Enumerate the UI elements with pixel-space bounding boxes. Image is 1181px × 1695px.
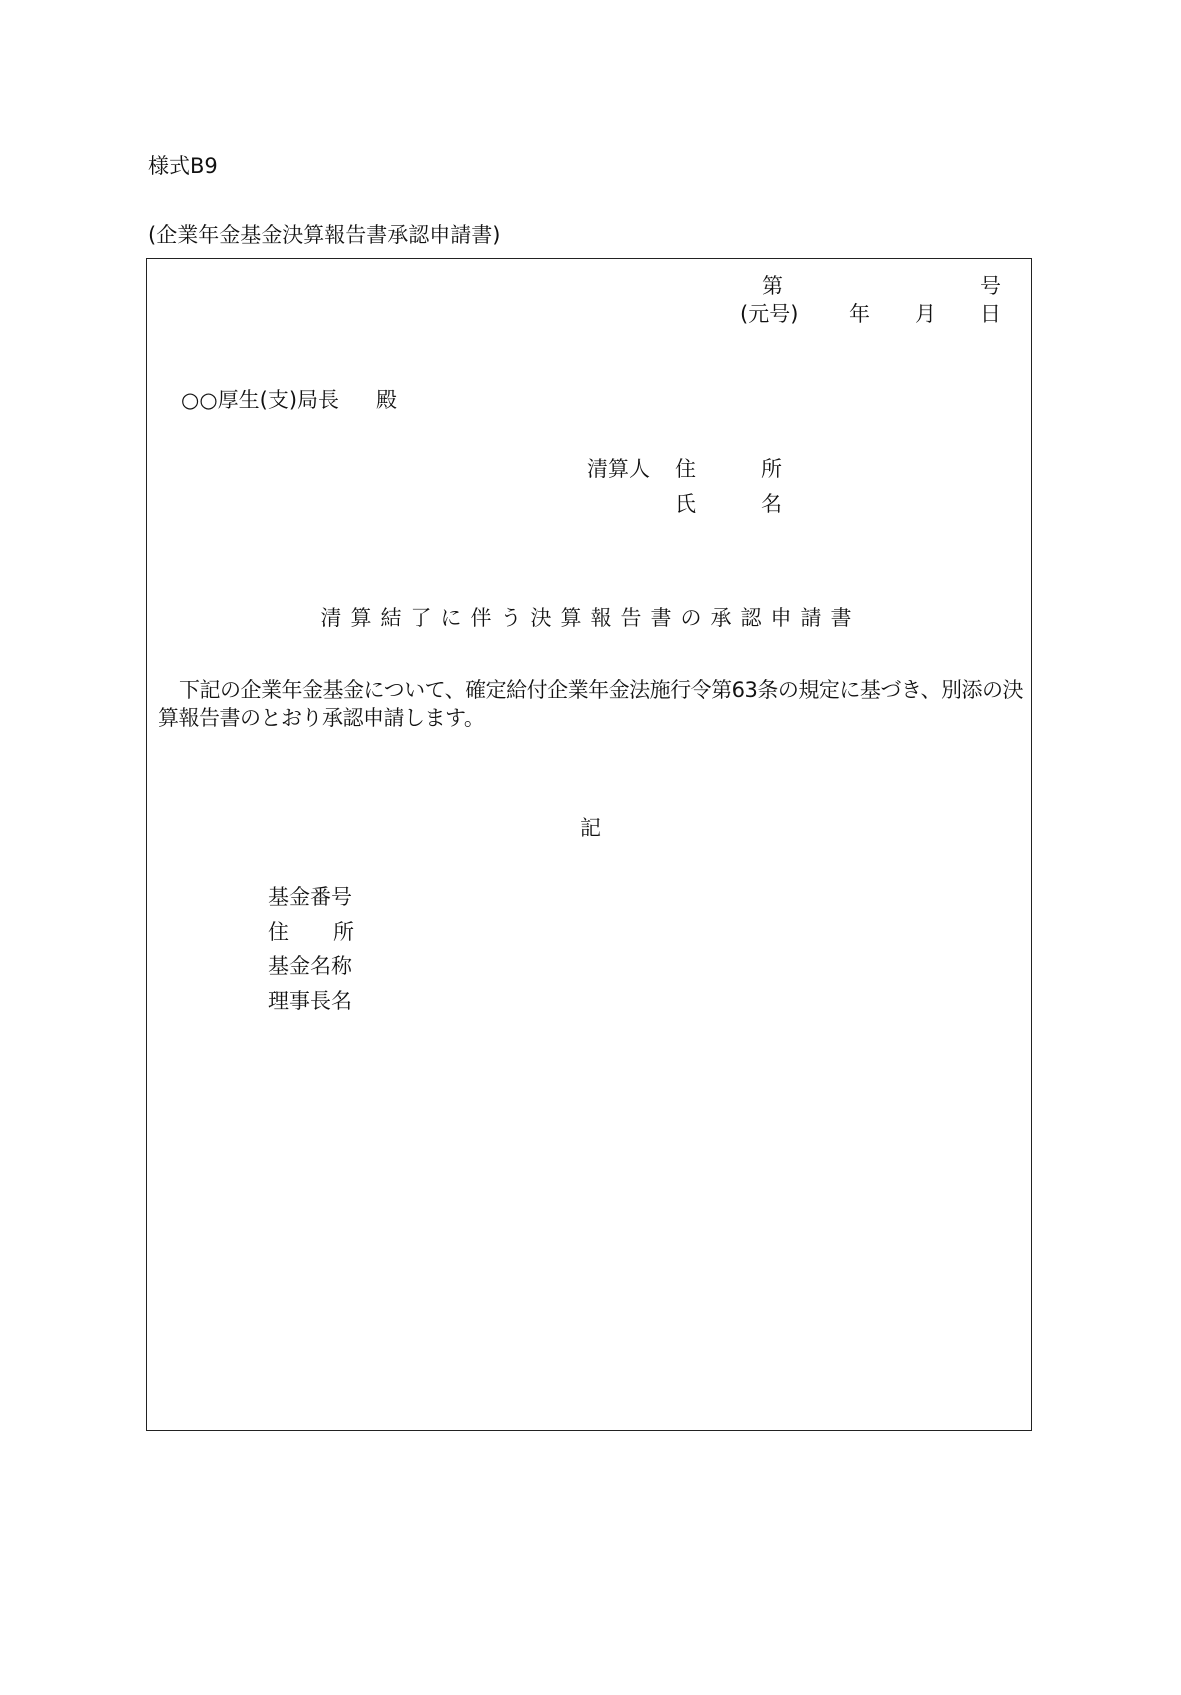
ki-heading: 記 [580, 816, 601, 840]
applicant-name-label-second: 名 [761, 492, 782, 516]
date-era-label: (元号) [740, 302, 799, 326]
body-paragraph: 下記の企業年金基金について、確定給付企業年金法施行令第63条の規定に基づき、別添の決算報告書のとおり承認申請します。 [158, 678, 1024, 730]
date-month-label: 月 [915, 302, 936, 326]
item-address-label-second: 所 [333, 920, 354, 944]
applicant-address-label-first: 住 [675, 457, 696, 481]
item-fund-number-label: 基金番号 [268, 885, 352, 909]
doc-number-suffix: 号 [980, 274, 1001, 298]
applicant-name-label-first: 氏 [675, 492, 696, 516]
item-address-label [268, 922, 354, 943]
document-title: 清算結了に伴う決算報告書の承認申請書 [320, 606, 861, 630]
item-fund-name-label: 基金名称 [268, 954, 352, 978]
addressee-name: ○○厚生(支)局長 [181, 388, 340, 412]
date-year-label: 年 [849, 302, 870, 326]
form-id: 様式B9 [148, 154, 218, 178]
item-address-label-first: 住 [268, 920, 289, 944]
applicant-address-label-second: 所 [761, 457, 782, 481]
item-director-name-label: 理事長名 [268, 989, 352, 1013]
applicant-role: 清算人 [587, 457, 650, 481]
addressee-honorific: 殿 [376, 388, 397, 412]
doc-number-prefix: 第 [762, 274, 783, 298]
date-day-label: 日 [980, 302, 1001, 326]
form-subtitle: (企業年金基金決算報告書承認申請書) [148, 223, 501, 247]
form-frame [146, 258, 1032, 1431]
